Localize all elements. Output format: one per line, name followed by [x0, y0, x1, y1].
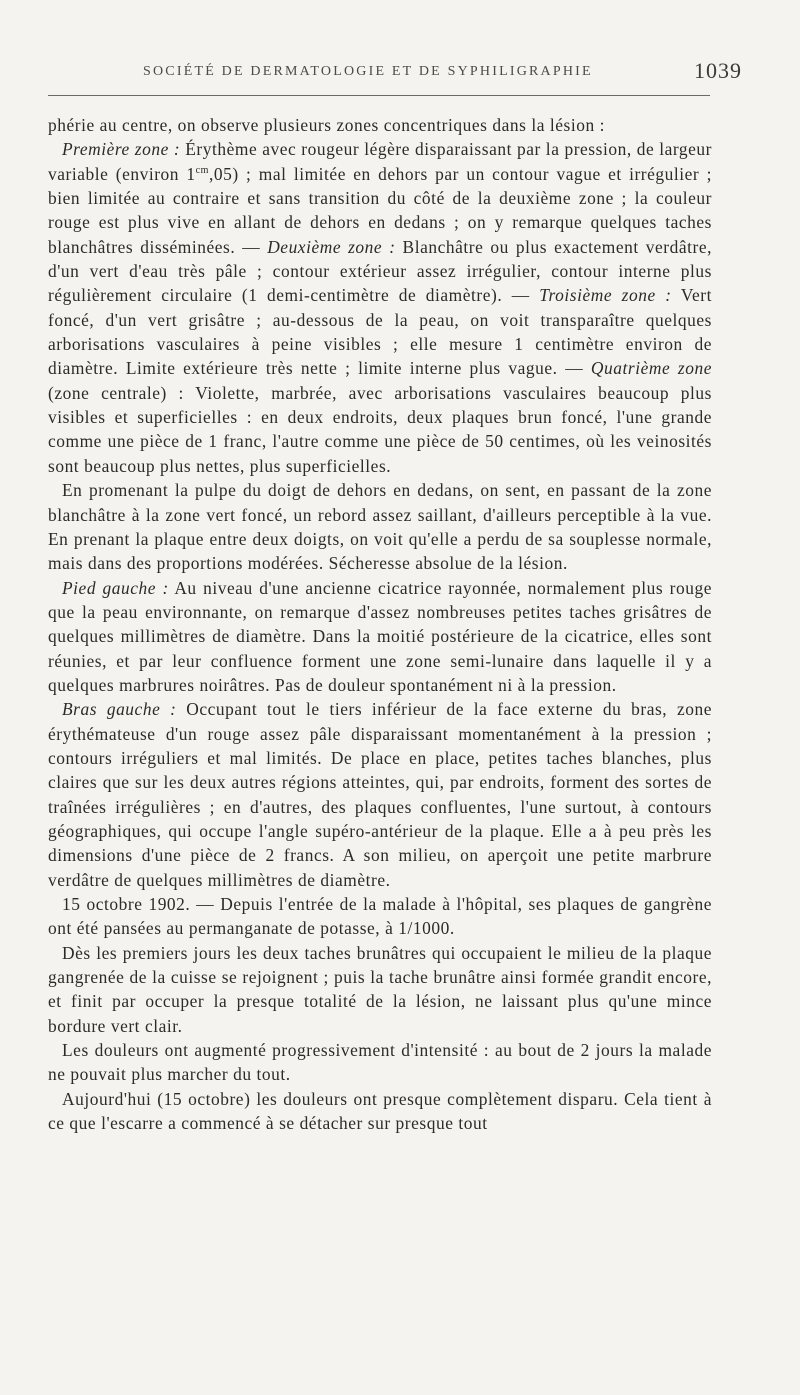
paragraph-zones: [48, 137, 712, 478]
paragraph-pied-gauche: [48, 576, 712, 698]
label-pied-gauche: Pied gauche :: [62, 577, 169, 598]
paragraph-9: Aujourd'hui (15 octobre) les douleurs ont presque complètement disparu. Cela tient à ce que l'escarre a commencé à se détacher sur presque tout: [48, 1088, 712, 1134]
paragraph-bras-gauche: [48, 697, 712, 892]
paragraph-1: phérie au centre, on observe plusieurs zones concentriques dans la lésion :: [48, 115, 605, 135]
label-quatrieme-zone: Quatrième zone: [590, 358, 712, 379]
unit-superscript: cm: [195, 164, 209, 176]
text-premiere-zone-cont: ,05) ; mal limitée en dehors par un contour vague et irrégulier ; bien limitée au contraire et sans transition du côté de la deuxième zone ; la couleur rouge est plus vive en allant de dehors en dedans ; on y remarque quelques taches blanchâtres disséminées. —: [48, 163, 712, 257]
label-premiere-zone: Première zone :: [62, 139, 181, 160]
body-text: [48, 113, 712, 1135]
text-premiere-zone: Érythème avec rougeur légère disparaissant par la pression, de largeur variable (environ 1: [48, 139, 712, 184]
text-pied-gauche: Au niveau d'une ancienne cicatrice rayonnée, normalement plus rouge que la peau environnante, on remarque d'assez nombreuses petites taches grisâtres de quelques millimètres de diamètre. Dans la moitié postérieure de la cicatrice, elles sont réunies, et par leur confluence forment une zone semi-lunaire dans laquelle il y a quelques marbrures noirâtres. Pas de douleur spontanément ni à la pression.: [48, 577, 712, 695]
text-deuxieme-zone: Blanchâtre ou plus exactement verdâtre, d'un vert d'eau très pâle ; contour extérieur assez irrégulier, contour interne plus régulièrement circulaire (1 demi-centimètre de diamètre). —: [48, 236, 713, 306]
paragraph-7: Dès les premiers jours les deux taches brunâtres qui occupaient le milieu de la plaque gangrenée de la cuisse se rejoignent ; puis la tache brunâtre ainsi formée grandit encore, et finit par occuper la presque totalité de la lésion, ne laissant plus qu'une mince bordure vert clair.: [48, 942, 712, 1036]
label-bras-gauche: Bras gauche :: [62, 699, 177, 720]
text-bras-gauche: Occupant tout le tiers inférieur de la face externe du bras, zone érythémateuse d'un rouge assez pâle disparaissant momentanément à la pression ; contours irréguliers et mal limités. De place en place, petites taches blanches, plus claires que sur les deux autres régions atteintes, qui, par endroits, forment des sortes de traînées irrégulières ; en d'autres, des plaques confluentes, l'une surtout, à contours géographiques, qui occupe l'angle supéro-antérieur de la plaque. Elle a à peu près les dimensions d'une pièce de 2 francs. A son milieu, on aperçoit une petite marbrure verdâtre de quelques millimètres de diamètre.: [48, 699, 712, 890]
paragraph-8: Les douleurs ont augmenté progressivement d'intensité : au bout de 2 jours la malade ne pouvait plus marcher du tout.: [48, 1040, 712, 1085]
header-rule: [48, 95, 710, 96]
text-quatrieme-zone: (zone centrale) : Violette, marbrée, avec arborisations vasculaires beaucoup plus visibles et superficielles : en deux endroits, deux plaques brun foncé, l'une grande comme une pièce de 1 franc, l'autre comme une pièce de 50 centimes, où les veinosités sont beaucoup plus nettes, plus superficielles.: [48, 382, 712, 476]
text-troisieme-zone: Vert foncé, d'un vert grisâtre ; au-dessous de la peau, on voit transparaître quelques arborisations vasculaires à peine visibles ; elle mesure 1 centimètre environ de diamètre. Limite extérieure très nette ; limite interne plus vague. —: [48, 285, 712, 379]
paragraph-6: 15 octobre 1902. — Depuis l'entrée de la malade à l'hôpital, ses plaques de gangrène ont été pansées au permanganate de potasse, à 1/1000.: [48, 894, 712, 939]
paragraph-3: En promenant la pulpe du doigt de dehors en dedans, on sent, en passant de la zone blanchâtre à la zone vert foncé, un rebord assez saillant, d'ailleurs perceptible à la vue. En prenant la plaque entre deux doigts, on voit qu'elle a perdu de sa souplesse normale, mais dans des proportions modérées. Sécheresse absolue de la lésion.: [48, 480, 712, 574]
running-title: SOCIÉTÉ DE DERMATOLOGIE ET DE SYPHILIGRAPHIE: [143, 64, 593, 79]
page-number: 1039: [694, 58, 742, 83]
label-troisieme-zone: Troisième zone :: [539, 285, 672, 306]
label-deuxieme-zone: Deuxième zone :: [267, 236, 396, 257]
page-header: [48, 58, 742, 90]
